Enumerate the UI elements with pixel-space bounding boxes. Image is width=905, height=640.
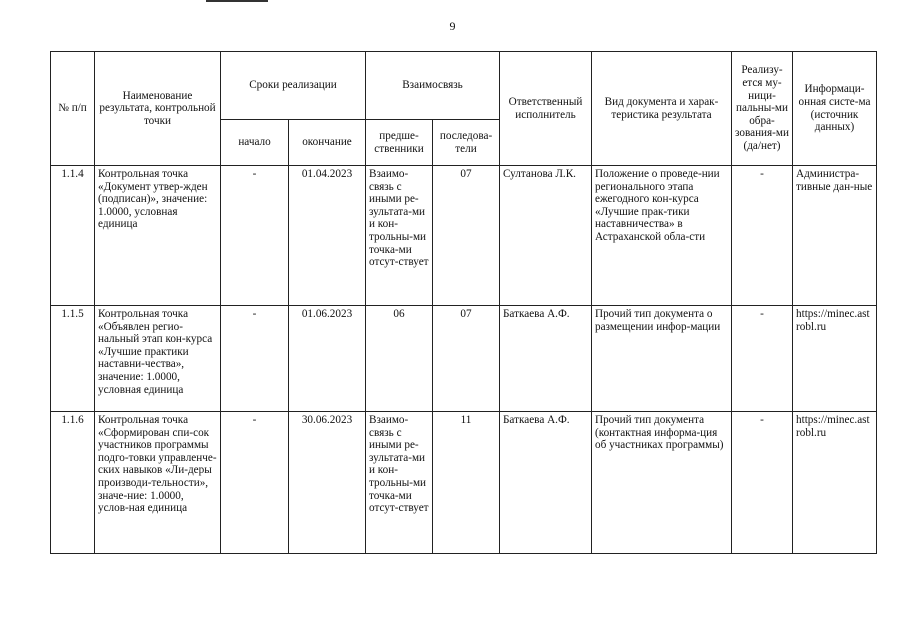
header-start: начало (221, 120, 289, 166)
cell-doc-type: Положение о проведе-нии регионального этапа ежегодного кон-курса «Лучшие прак-тики наставничества» в Астраханской обла-сти (592, 166, 732, 306)
cell-start: - (221, 412, 289, 554)
cell-successors: 11 (433, 412, 500, 554)
header-name: Наименование результата, контрольной точки (95, 52, 221, 166)
header-responsible: Ответственный исполнитель (500, 52, 592, 166)
page-number: 9 (449, 19, 456, 33)
table-row (51, 412, 877, 554)
cell-predecessors: Взаимо-связь с иными ре-зультата-ми и кон-трольны-ми точка-ми отсут-ствует (366, 166, 433, 306)
cell-num: 1.1.4 (51, 166, 95, 306)
cell-responsible: Баткаева А.Ф. (500, 306, 592, 412)
cell-info-system: https://minec.astrobl.ru (793, 306, 877, 412)
header-predecessors: предше-ственники (366, 120, 433, 166)
cell-municipal: - (732, 412, 793, 554)
results-table (50, 51, 877, 554)
header-timing: Сроки реализации (221, 52, 366, 120)
cell-num: 1.1.6 (51, 412, 95, 554)
cell-end: 01.06.2023 (289, 306, 366, 412)
cell-responsible: Султанова Л.К. (500, 166, 592, 306)
header-municipal: Реализу-ется му-ници-пальны-ми обра-зования-ми (да/нет) (732, 52, 793, 166)
table-row (51, 166, 877, 306)
cell-start: - (221, 306, 289, 412)
header-row-1 (51, 52, 877, 120)
header-doc-type: Вид документа и харак-теристика результата (592, 52, 732, 166)
cell-doc-type: Прочий тип документа о размещении инфор-мации (592, 306, 732, 412)
header-info-system: Информаци-онная систе-ма (источник данных) (793, 52, 877, 166)
header-relation: Взаимосвязь (366, 52, 500, 120)
cell-end: 30.06.2023 (289, 412, 366, 554)
cell-name: Контрольная точка «Документ утвер-жден (подписан)», значение: 1.0000, условная единица (95, 166, 221, 306)
cell-info-system: https://minec.astrobl.ru (793, 412, 877, 554)
top-rule (206, 0, 268, 2)
cell-end: 01.04.2023 (289, 166, 366, 306)
cell-municipal: - (732, 306, 793, 412)
cell-name: Контрольная точка «Сформирован спи-сок участников программы подго-товки управленче-ских навыков «Ли-деры производи-тельности», значе-ние: 1.0000, услов-ная единица (95, 412, 221, 554)
header-successors: последова-тели (433, 120, 500, 166)
cell-successors: 07 (433, 166, 500, 306)
cell-predecessors: Взаимо-связь с иными ре-зультата-ми и кон-трольны-ми точка-ми отсут-ствует (366, 412, 433, 554)
table-row (51, 306, 877, 412)
cell-predecessors: 06 (366, 306, 433, 412)
cell-successors: 07 (433, 306, 500, 412)
cell-info-system: Администра-тивные дан-ные (793, 166, 877, 306)
cell-responsible: Баткаева А.Ф. (500, 412, 592, 554)
cell-doc-type: Прочий тип документа (контактная информа-ция об участниках программы) (592, 412, 732, 554)
cell-start: - (221, 166, 289, 306)
header-num: № п/п (51, 52, 95, 166)
cell-num: 1.1.5 (51, 306, 95, 412)
cell-name: Контрольная точка «Объявлен регио-нальный этап кон-курса «Лучшие практики наставни-чества», значение: 1.0000, условная единица (95, 306, 221, 412)
cell-municipal: - (732, 166, 793, 306)
header-end: окончание (289, 120, 366, 166)
